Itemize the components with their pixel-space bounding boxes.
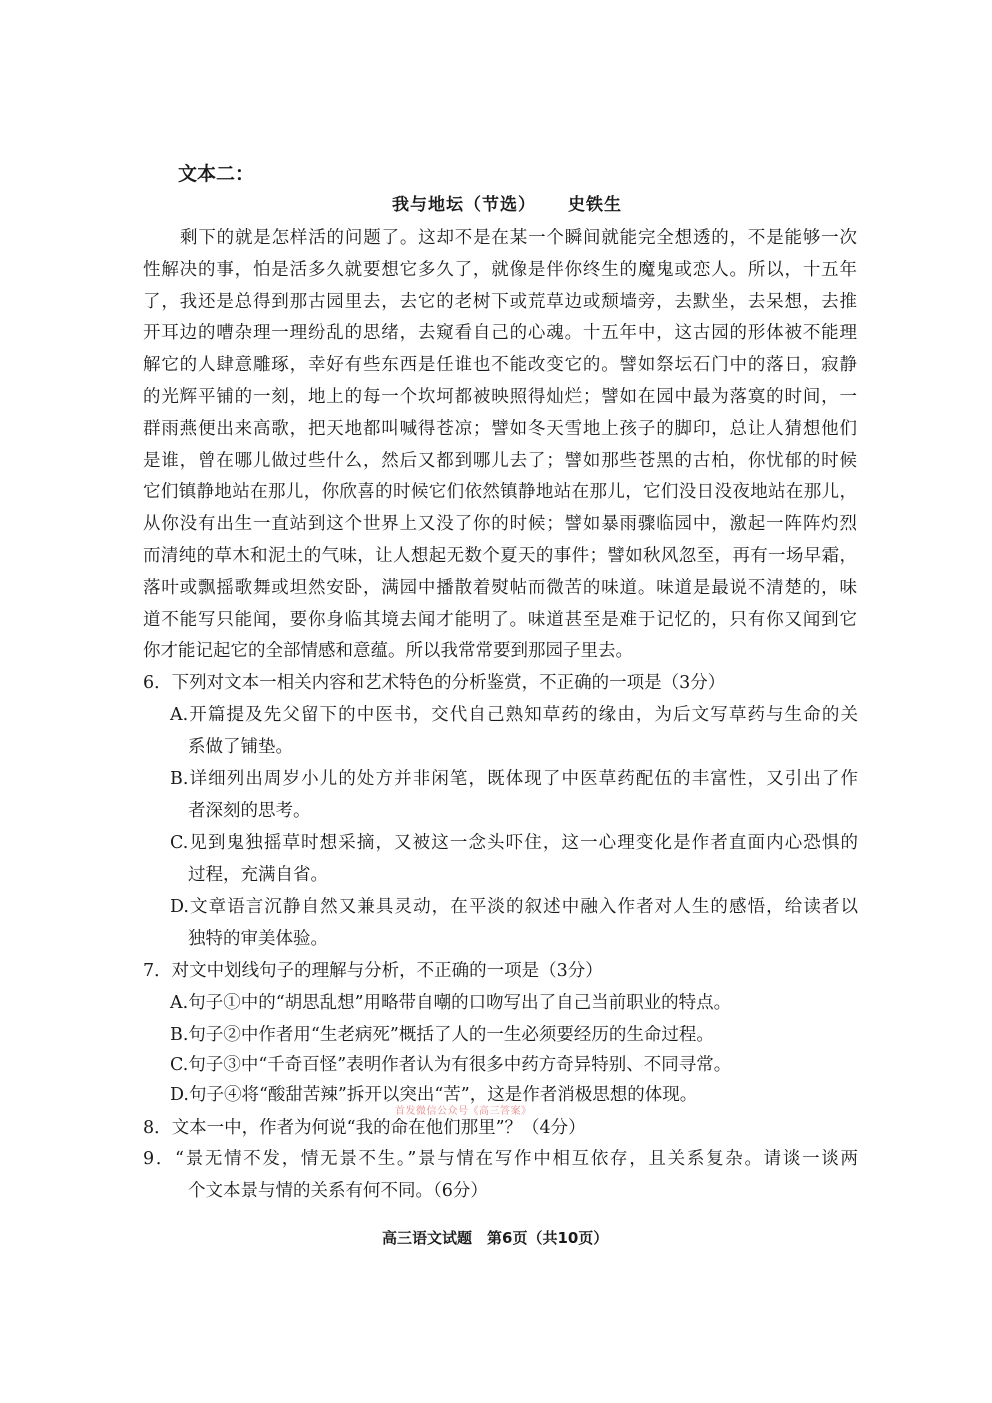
passage-line: 的光辉平铺的一刻，地上的每一个坎坷都被映照得灿烂；譬如在园中最为落寞的时间，一 bbox=[143, 387, 857, 407]
page-footer: 高三语文试题 第6页（共10页） bbox=[382, 1229, 609, 1247]
question-stem-line: 6．下列对文本一相关内容和艺术特色的分析鉴赏，不正确的一项是（3分） bbox=[143, 673, 726, 693]
answer-option-line: 系做了铺垫。 bbox=[188, 737, 293, 757]
watermark: 首发微信公众号《高三答案》 bbox=[395, 1106, 532, 1117]
answer-option-line: B.详细列出周岁小儿的处方并非闲笔，既体现了中医草药配伍的丰富性，又引出了作 bbox=[170, 769, 858, 789]
answer-option-line: D.文章语言沉静自然又兼具灵动，在平淡的叙述中融入作者对人生的感悟，给读者以 bbox=[170, 897, 858, 917]
question-stem-line: 9．“景无情不发，情无景不生。”景与情在写作中相互依存，且关系复杂。请谈一谈两 bbox=[143, 1149, 858, 1169]
answer-option-line: C.句子③中“千奇百怪”表明作者认为有很多中药方奇异特别、不同寻常。 bbox=[170, 1055, 732, 1075]
passage-author: 史铁生 bbox=[568, 195, 622, 215]
answer-option-line: 过程，充满自省。 bbox=[188, 865, 328, 885]
question-stem-line: 8．文本一中，作者为何说“我的命在他们那里”？（4分） bbox=[143, 1118, 586, 1138]
answer-option-line: C.见到鬼独摇草时想采摘，又被这一念头吓住，这一心理变化是作者直面内心恐惧的 bbox=[170, 833, 858, 853]
question-stem-line: 个文本景与情的关系有何不同。（6分） bbox=[188, 1181, 488, 1201]
passage-line: 是谁，曾在哪儿做过些什么，然后又都到哪儿去了；譬如那些苍黑的古柏，你忧郁的时候 bbox=[143, 450, 857, 471]
answer-option-line: 者深刻的思考。 bbox=[188, 801, 311, 821]
passage-title-block bbox=[392, 194, 622, 216]
answer-option-line: 独特的审美体验。 bbox=[188, 929, 328, 949]
passage-line: 而清纯的草木和泥土的气味，让人想起无数个夏天的事件；譬如秋风忽至，再有一场早霜， bbox=[143, 546, 857, 566]
section-heading: 文本二： bbox=[178, 163, 255, 185]
passage-line: 了，我还是总得到那古园里去，去它的老树下或荒草边或颓墙旁，去默坐，去呆想，去推 bbox=[143, 291, 857, 312]
passage-line: 道不能写只能闻，要你身临其境去闻才能明了。味道甚至是难于记忆的，只有你又闻到它 bbox=[143, 609, 857, 630]
passage-line: 它们镇静地站在那儿，你欣喜的时候它们依然镇静地站在那儿，它们没日没夜地站在那儿， bbox=[143, 482, 857, 503]
passage-line: 开耳边的嘈杂理一理纷乱的思绪，去窥看自己的心魂。十五年中，这古园的形体被不能理 bbox=[143, 323, 857, 344]
passage-title: 我与地坛（节选） bbox=[392, 195, 536, 215]
passage-line: 剩下的就是怎样活的问题了。这却不是在某一个瞬间就能完全想透的，不是能够一次 bbox=[180, 228, 857, 248]
passage-line: 从你没有出生一直站到这个世界上又没了你的时候；譬如暴雨骤临园中，激起一阵阵灼烈 bbox=[143, 514, 857, 535]
answer-option-line: A.句子①中的“胡思乱想”用略带自嘲的口吻写出了自己当前职业的特点。 bbox=[170, 993, 732, 1013]
answer-option-line: B.句子②中作者用“生老病死”概括了人的一生必须要经历的生命过程。 bbox=[170, 1025, 714, 1045]
passage-line: 解它的人肆意雕琢，幸好有些东西是任谁也不能改变它的。譬如祭坛石门中的落日，寂静 bbox=[143, 355, 857, 376]
question-stem-line: 7．对文中划线句子的理解与分析，不正确的一项是（3分） bbox=[143, 961, 603, 981]
passage-line: 群雨燕便出来高歌，把天地都叫喊得苍凉；譬如冬天雪地上孩子的脚印，总让人猜想他们 bbox=[143, 418, 857, 439]
passage-line: 你才能记起它的全部情感和意蕴。所以我常常要到那园子里去。 bbox=[143, 641, 633, 662]
passage-line: 性解决的事，怕是活多久就要想它多久了，就像是伴你终生的魔鬼或恋人。所以，十五年 bbox=[143, 259, 857, 280]
answer-option-line: A.开篇提及先父留下的中医书，交代自己熟知草药的缘由，为后文写草药与生命的关 bbox=[170, 705, 858, 725]
answer-option-line: D.句子④将“酸甜苦辣”拆开以突出“苦”，这是作者消极思想的体现。 bbox=[170, 1085, 698, 1105]
passage-line: 落叶或飘摇歌舞或坦然安卧，满园中播散着熨帖而微苦的味道。味道是最说不清楚的，味 bbox=[143, 577, 857, 598]
